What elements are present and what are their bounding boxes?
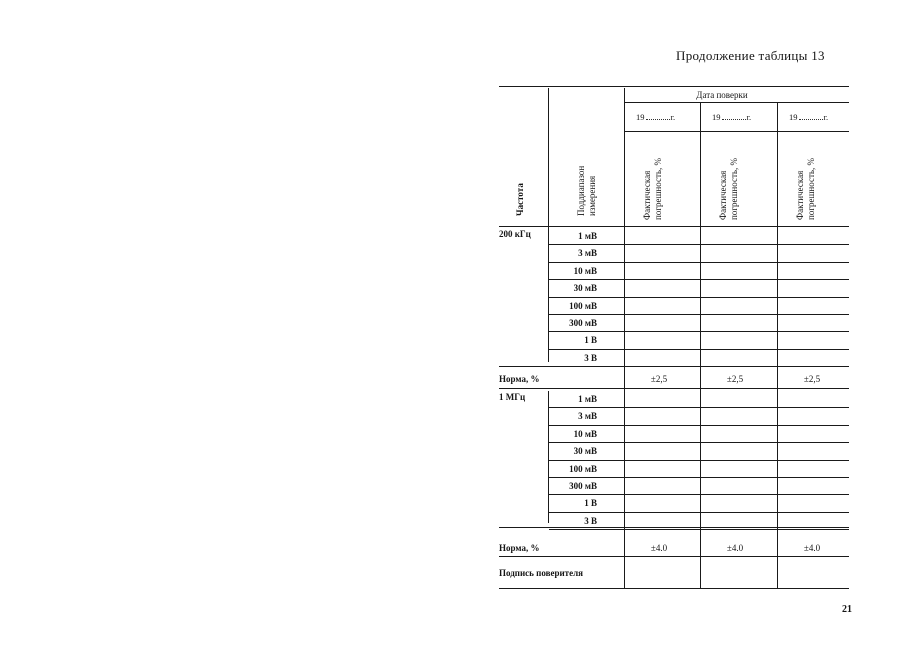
subrange-divider bbox=[548, 391, 549, 523]
date-blank bbox=[722, 113, 746, 120]
subrange-divider bbox=[548, 88, 549, 362]
date-cell-1 bbox=[636, 112, 675, 122]
subrange-label: 3 В bbox=[584, 515, 597, 526]
norm-value: ±4.0 bbox=[803, 543, 821, 553]
norm-value: ±2,5 bbox=[726, 374, 744, 384]
signature-label: Подпись поверителя bbox=[499, 568, 584, 578]
frequency-label: 200 кГц bbox=[499, 229, 531, 239]
row-rule bbox=[549, 512, 849, 513]
date-year-prefix: 19 bbox=[712, 112, 721, 122]
subrange-label: 1 мВ bbox=[578, 231, 597, 241]
block-end-rule bbox=[499, 527, 849, 528]
date-year-suffix: г. bbox=[670, 112, 676, 122]
norm-label: Норма, % bbox=[499, 374, 540, 384]
subrange-label: 10 мВ bbox=[573, 428, 597, 439]
subrange-label: 100 мВ bbox=[569, 463, 597, 474]
subrange-label: 100 мВ bbox=[569, 300, 597, 311]
row-rule bbox=[549, 262, 849, 263]
verification-date-header: Дата поверки bbox=[696, 90, 748, 100]
actual-error-header-line1: Фактическая bbox=[642, 170, 652, 220]
subrange-header-line1: Поддиапазон bbox=[576, 165, 586, 216]
actual-error-header-line1: Фактическая bbox=[718, 170, 728, 220]
subrange-label: 300 мВ bbox=[569, 481, 597, 491]
date-year-prefix: 19 bbox=[636, 112, 645, 122]
date-blank bbox=[799, 113, 823, 120]
subrange-label: 300 мВ bbox=[569, 318, 597, 328]
subrange-label: 1 мВ bbox=[578, 394, 597, 404]
table-bottom-rule bbox=[499, 588, 849, 589]
row-rule bbox=[549, 494, 849, 495]
norm-value: ±2,5 bbox=[650, 374, 668, 384]
table-top-rule bbox=[499, 86, 849, 87]
row-rule bbox=[549, 460, 849, 461]
row-rule bbox=[549, 425, 849, 426]
norm-value: ±2,5 bbox=[803, 374, 821, 384]
subrange-label: 3 мВ bbox=[578, 411, 597, 422]
date-year-suffix: г. bbox=[746, 112, 752, 122]
actual-error-header-3 bbox=[795, 158, 817, 220]
subrange-label: 10 мВ bbox=[573, 265, 597, 276]
row-rule bbox=[549, 529, 849, 530]
row-rule bbox=[549, 331, 849, 332]
actual-error-header-1 bbox=[642, 158, 664, 220]
actual-error-header-line2: погрешность, % bbox=[729, 157, 739, 220]
page-title: Продолжение таблицы 13 bbox=[676, 48, 825, 63]
norm-value: ±4.0 bbox=[726, 543, 744, 553]
date-cells-rule bbox=[625, 131, 849, 132]
value-column-divider bbox=[700, 102, 701, 588]
frequency-label: 1 МГц bbox=[499, 392, 526, 402]
row-rule bbox=[549, 442, 849, 443]
date-year-prefix: 19 bbox=[789, 112, 798, 122]
subrange-label: 30 мВ bbox=[573, 446, 597, 457]
row-rule bbox=[549, 349, 849, 350]
page-number: 21 bbox=[842, 604, 852, 615]
subrange-label: 30 мВ bbox=[573, 283, 597, 294]
value-column-divider bbox=[624, 88, 625, 588]
row-rule bbox=[549, 314, 849, 315]
date-header-rule bbox=[625, 102, 849, 103]
subrange-column-header bbox=[576, 166, 598, 216]
block-end-rule bbox=[499, 366, 849, 367]
row-rule bbox=[549, 477, 849, 478]
actual-error-header-line1: Фактическая bbox=[795, 170, 805, 220]
row-rule bbox=[549, 244, 849, 245]
date-cell-3 bbox=[789, 112, 828, 122]
actual-error-header-line2: погрешность, % bbox=[653, 157, 663, 220]
row-rule bbox=[549, 279, 849, 280]
subrange-label: 1 В bbox=[584, 335, 597, 346]
frequency-column-header: Частота bbox=[515, 183, 525, 216]
norm-rule bbox=[499, 556, 849, 557]
date-year-suffix: г. bbox=[823, 112, 829, 122]
date-blank bbox=[646, 113, 670, 120]
row-rule bbox=[549, 297, 849, 298]
value-column-divider bbox=[777, 102, 778, 588]
norm-value: ±4.0 bbox=[650, 543, 668, 553]
date-cell-2 bbox=[712, 112, 751, 122]
subrange-header-line2: измерения bbox=[587, 175, 597, 216]
subrange-label: 1 В bbox=[584, 498, 597, 509]
norm-rule bbox=[499, 388, 849, 389]
norm-label: Норма, % bbox=[499, 543, 540, 553]
actual-error-header-2 bbox=[718, 158, 740, 220]
row-rule bbox=[549, 407, 849, 408]
subrange-label: 3 В bbox=[584, 352, 597, 363]
header-bottom-rule bbox=[499, 226, 849, 227]
actual-error-header-line2: погрешность, % bbox=[806, 157, 816, 220]
subrange-label: 3 мВ bbox=[578, 248, 597, 259]
